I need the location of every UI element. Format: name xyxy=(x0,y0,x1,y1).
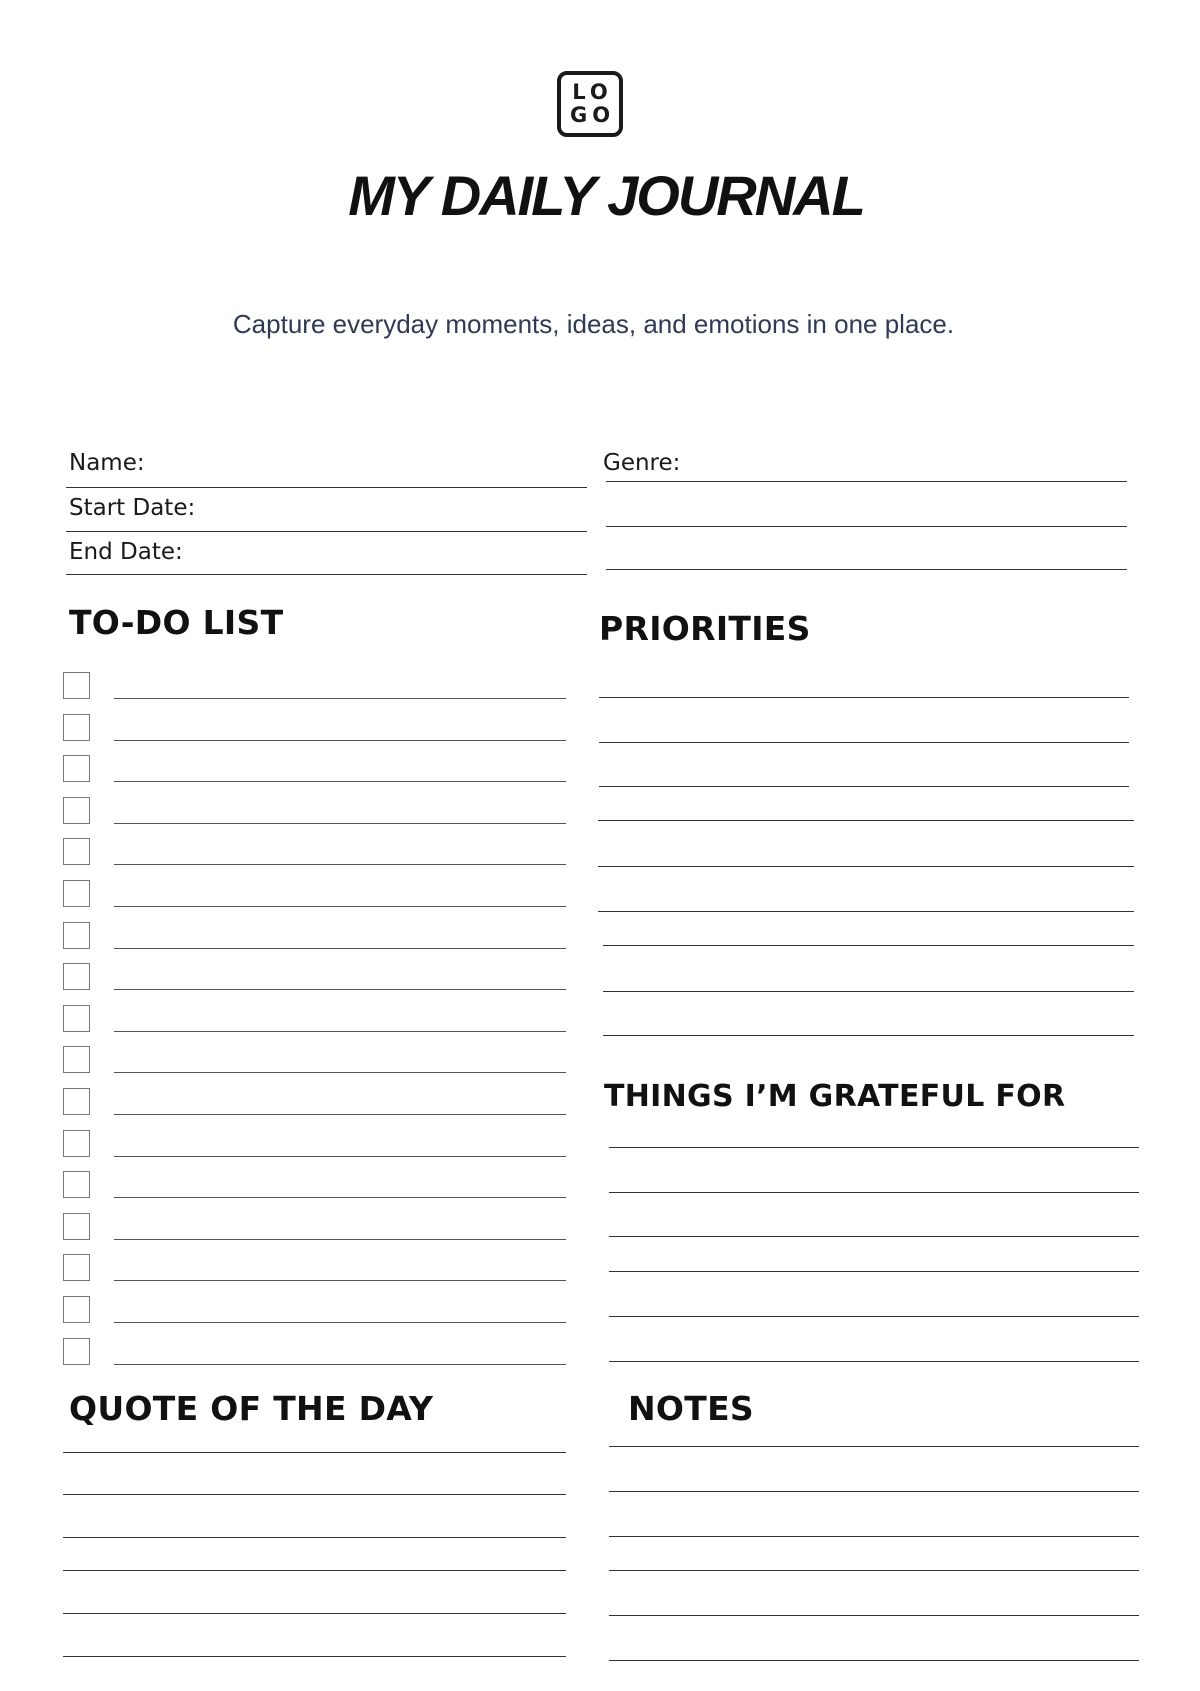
genre-field-line-3[interactable] xyxy=(606,569,1127,570)
todo-checkbox[interactable] xyxy=(63,1005,90,1032)
grateful-line[interactable] xyxy=(609,1271,1139,1272)
grateful-line[interactable] xyxy=(609,1192,1139,1193)
todo-checkbox[interactable] xyxy=(63,1254,90,1281)
page-title: MY DAILY JOURNAL xyxy=(348,164,864,227)
notes-line[interactable] xyxy=(609,1446,1139,1447)
priority-line[interactable] xyxy=(603,945,1134,946)
notes-line[interactable] xyxy=(609,1570,1139,1571)
name-label: Name: xyxy=(69,450,145,476)
priority-line[interactable] xyxy=(603,991,1134,992)
priority-line[interactable] xyxy=(598,820,1134,821)
page-subtitle: Capture everyday moments, ideas, and emotions in one place. xyxy=(232,309,955,339)
todo-checkbox[interactable] xyxy=(63,1046,90,1073)
todo-item-line[interactable] xyxy=(114,823,566,824)
end-date-label: End Date: xyxy=(69,539,183,565)
grateful-line[interactable] xyxy=(609,1147,1139,1148)
todo-checkbox[interactable] xyxy=(63,797,90,824)
start-date-field[interactable] xyxy=(66,531,587,532)
notes-line[interactable] xyxy=(609,1491,1139,1492)
todo-heading: TO-DO LIST xyxy=(69,603,284,642)
todo-checkbox[interactable] xyxy=(63,880,90,907)
quote-line[interactable] xyxy=(63,1494,566,1495)
todo-item-line[interactable] xyxy=(114,1364,566,1365)
todo-item-line[interactable] xyxy=(114,1072,566,1073)
priority-line[interactable] xyxy=(599,786,1129,787)
todo-checkbox[interactable] xyxy=(63,922,90,949)
priority-line[interactable] xyxy=(599,697,1129,698)
todo-checkbox[interactable] xyxy=(63,755,90,782)
priority-line[interactable] xyxy=(599,742,1129,743)
todo-item-line[interactable] xyxy=(114,1280,566,1281)
todo-checkbox[interactable] xyxy=(63,714,90,741)
todo-checkbox[interactable] xyxy=(63,1088,90,1115)
todo-item-line[interactable] xyxy=(114,698,566,699)
todo-item-line[interactable] xyxy=(114,781,566,782)
grateful-line[interactable] xyxy=(609,1316,1139,1317)
start-date-label: Start Date: xyxy=(69,495,196,521)
todo-item-line[interactable] xyxy=(114,1156,566,1157)
logo-line-2: GO xyxy=(569,103,616,127)
notes-line[interactable] xyxy=(609,1615,1139,1616)
todo-checkbox[interactable] xyxy=(63,838,90,865)
priorities-heading: PRIORITIES xyxy=(599,609,811,648)
grateful-line[interactable] xyxy=(609,1361,1139,1362)
quote-line[interactable] xyxy=(63,1537,566,1538)
genre-label: Genre: xyxy=(603,450,681,476)
todo-checkbox[interactable] xyxy=(63,963,90,990)
todo-item-line[interactable] xyxy=(114,1114,566,1115)
quote-line[interactable] xyxy=(63,1656,566,1657)
todo-item-line[interactable] xyxy=(114,740,566,741)
todo-item-line[interactable] xyxy=(114,989,566,990)
logo xyxy=(557,71,623,137)
todo-item-line[interactable] xyxy=(114,1031,566,1032)
todo-item-line[interactable] xyxy=(114,1239,566,1240)
name-field[interactable] xyxy=(66,487,587,488)
quote-line[interactable] xyxy=(63,1613,566,1614)
grateful-line[interactable] xyxy=(609,1236,1139,1237)
quote-heading: QUOTE OF THE DAY xyxy=(69,1389,434,1428)
quote-line[interactable] xyxy=(63,1452,566,1453)
notes-heading: NOTES xyxy=(628,1389,754,1428)
todo-checkbox[interactable] xyxy=(63,1213,90,1240)
todo-checkbox[interactable] xyxy=(63,1296,90,1323)
todo-checkbox[interactable] xyxy=(63,1338,90,1365)
logo-line-1: LO xyxy=(572,80,613,104)
priority-line[interactable] xyxy=(598,911,1134,912)
todo-item-line[interactable] xyxy=(114,864,566,865)
genre-field[interactable] xyxy=(606,481,1127,482)
grateful-heading: THINGS I’M GRATEFUL FOR xyxy=(604,1079,1066,1114)
notes-line[interactable] xyxy=(609,1660,1139,1661)
todo-item-line[interactable] xyxy=(114,1322,566,1323)
priority-line[interactable] xyxy=(598,866,1134,867)
quote-line[interactable] xyxy=(63,1570,566,1571)
notes-line[interactable] xyxy=(609,1536,1139,1537)
end-date-field[interactable] xyxy=(66,574,587,575)
todo-checkbox[interactable] xyxy=(63,1130,90,1157)
todo-checkbox[interactable] xyxy=(63,1171,90,1198)
todo-item-line[interactable] xyxy=(114,948,566,949)
todo-checkbox[interactable] xyxy=(63,672,90,699)
genre-field-line-2[interactable] xyxy=(606,526,1127,527)
priority-line[interactable] xyxy=(603,1035,1134,1036)
todo-item-line[interactable] xyxy=(114,906,566,907)
todo-item-line[interactable] xyxy=(114,1197,566,1198)
